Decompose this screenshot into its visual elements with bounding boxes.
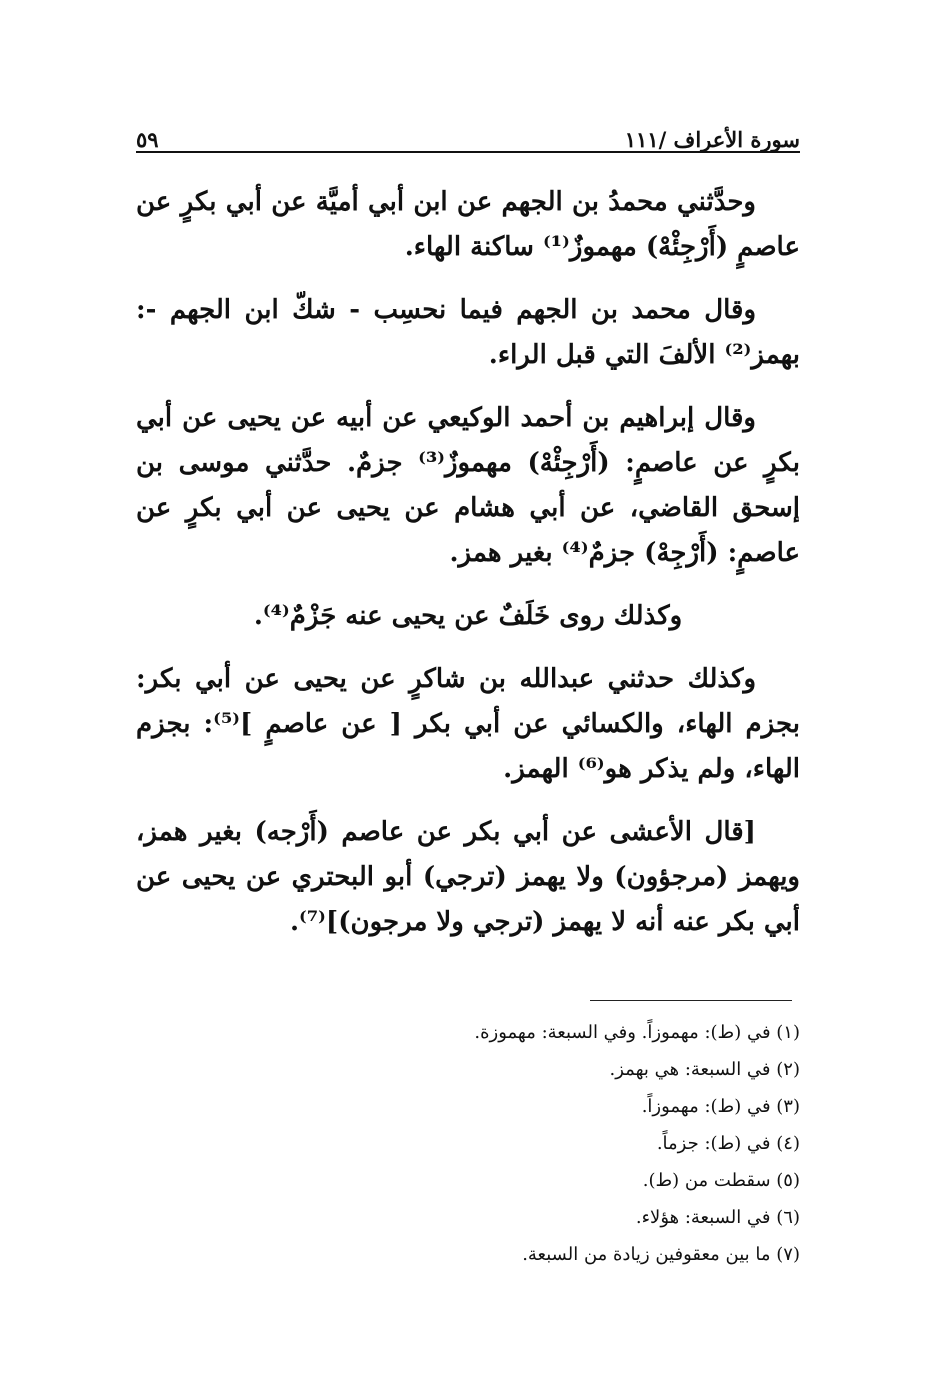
header-rule [136, 151, 800, 153]
footnote-7: (٧) ما بين معقوفين زيادة من السبعة. [522, 1244, 800, 1265]
footnote-6: (٦) في السبعة: هؤلاء. [635, 1207, 800, 1228]
footnote-4: (٤) في (ط): جزماً. [656, 1133, 800, 1154]
main-text [136, 180, 800, 963]
paragraph-1: وحدَّثني محمدُ بن الجهم عن ابن أبي أميَّة عن أبي بكرٍ عن عاصمٍ (أَرْجِئْهْ) مهموزٌ⁽¹⁾ ساكنة الهاء. [136, 187, 800, 262]
paragraph-4: وكذلك روى خَلَفٌ عن يحيى عنه جَزْمٌ⁽⁴⁾. [253, 601, 683, 631]
footnotes [380, 1014, 800, 1273]
paragraph-6: [قال الأعشى عن أبي بكر عن عاصم (أَرْجه) بغير همز، ويهمز (مرجؤون) ولا يهمز (ترجي) أبو البحتري عن يحيى عن أبي بكر عنه أنه لا يهمز (ترجي ولا مرجون)]⁽⁷⁾. [136, 817, 800, 937]
header-title: سورة الأعراف /١١١ [624, 127, 800, 152]
paragraph-5: وكذلك حدثني عبدالله بن شاكرٍ عن يحيى عن أبي بكر: بجزم الهاء، والكسائي عن أبي بكر [ عن عاصمٍ ]⁽⁵⁾: بجزم الهاء، ولم يذكر هو⁽⁶⁾ الهمز. [136, 664, 801, 784]
footnote-2: (٢) في السبعة: هي بهمز. [609, 1059, 800, 1080]
running-header [136, 112, 800, 152]
footnote-5: (٥) سقطت من (ط). [642, 1170, 800, 1191]
paragraph-3: وقال إبراهيم بن أحمد الوكيعي عن أبيه عن يحيى عن أبي بكرٍ عن عاصمٍ: (أَرْجِئْهْ) مهموزٌ⁽³⁾ جزمٌ. حدَّثني موسى بن إسحق القاضي، عن أبي هشام عن يحيى عن أبي بكرٍ عن عاصمٍ: (أَرْجِهْ) جزمٌ⁽⁴⁾ بغير همز. [136, 403, 800, 568]
footnote-1: (١) في (ط): مهموزاً. وفي السبعة: مهموزة. [474, 1022, 800, 1043]
footnote-3: (٣) في (ط): مهموزاً. [641, 1096, 800, 1117]
paragraph-2: وقال محمد بن الجهم فيما نحسِب - شكّ ابن الجهم -: بهمز⁽²⁾ الألفَ التي قبل الراء. [136, 295, 800, 370]
page-number: ٥٩ [136, 127, 159, 152]
footnote-rule [590, 1000, 792, 1001]
